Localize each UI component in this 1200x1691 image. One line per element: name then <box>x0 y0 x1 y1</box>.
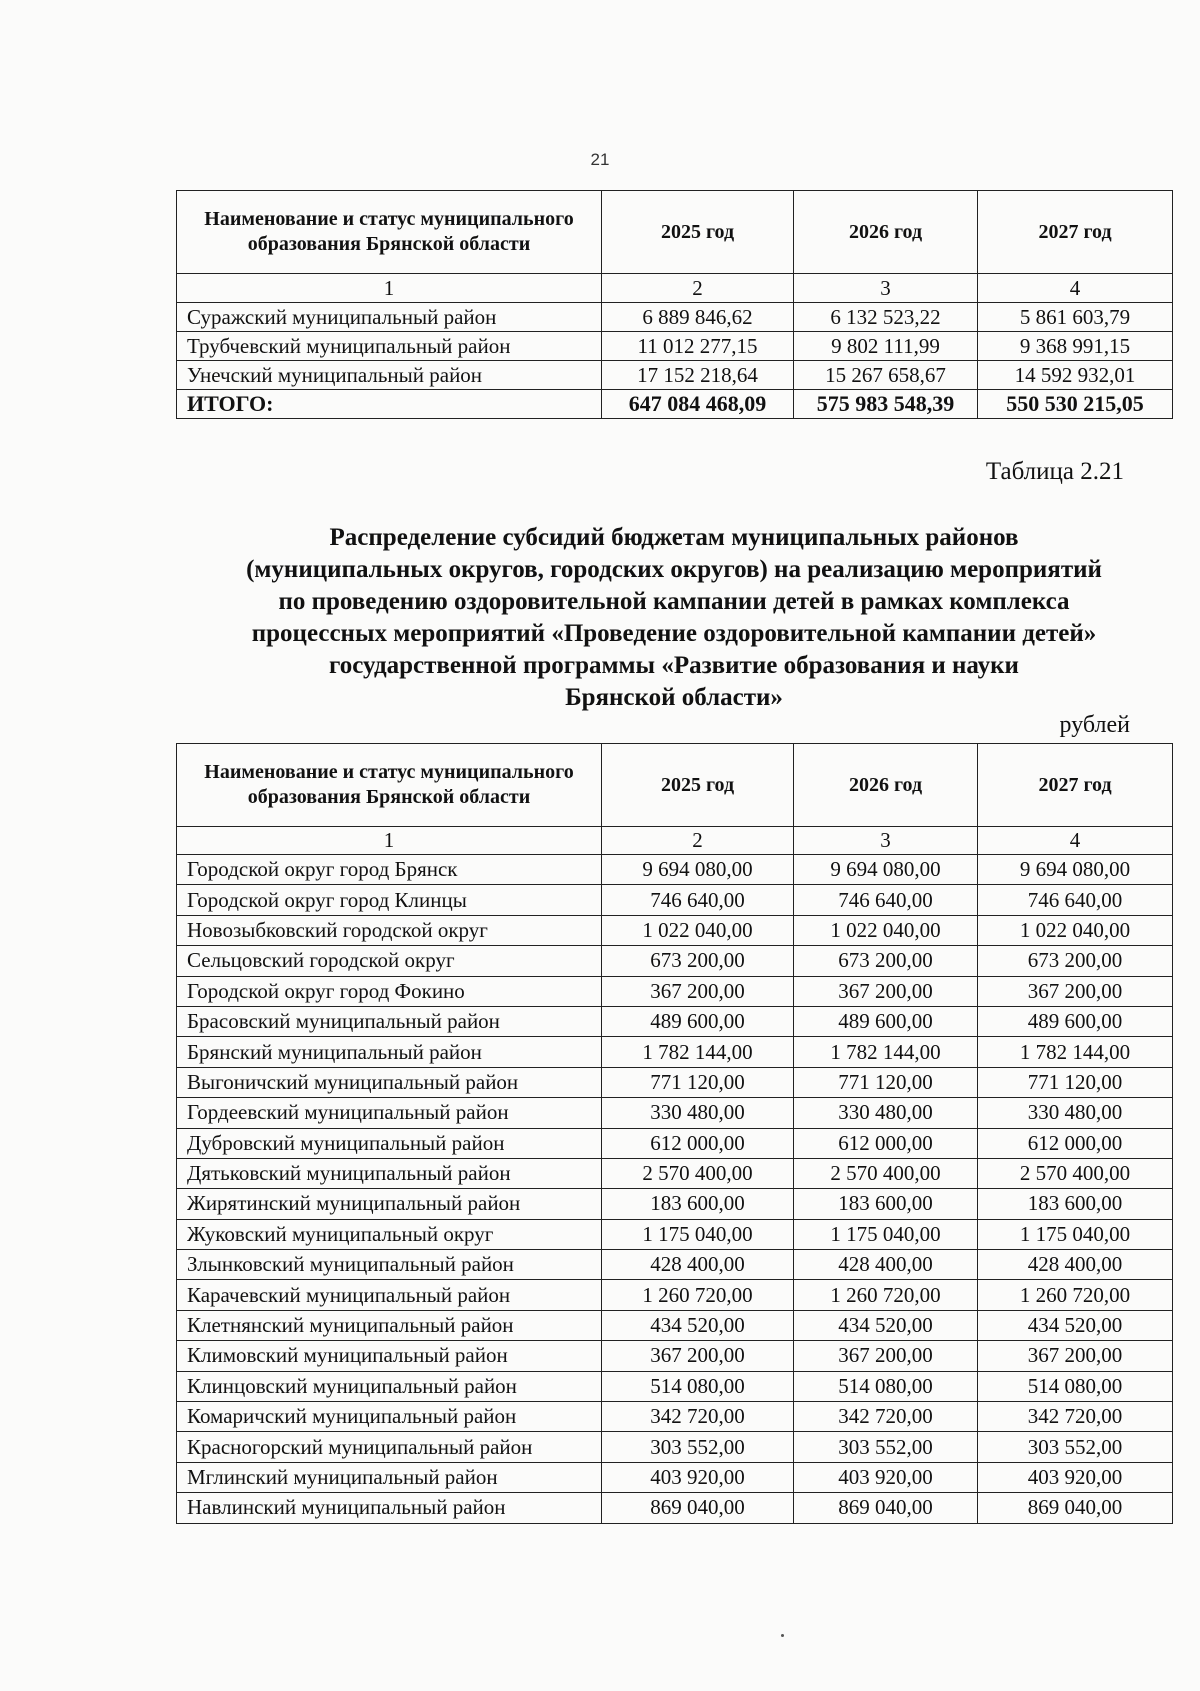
value-2025: 342 720,00 <box>602 1402 794 1432</box>
value-2026: 303 552,00 <box>794 1432 978 1462</box>
row-name: Дубровский муниципальный район <box>177 1128 602 1158</box>
value-2025: 2 570 400,00 <box>602 1158 794 1188</box>
value-2027: 330 480,00 <box>978 1098 1173 1128</box>
row-name: Городской округ город Брянск <box>177 855 602 885</box>
value-2027: 14 592 932,01 <box>978 361 1173 390</box>
value-2025: 514 080,00 <box>602 1371 794 1401</box>
title-line: Распределение субсидий бюджетам муниципальных районов <box>329 524 1019 551</box>
value-2026: 6 132 523,22 <box>794 303 978 332</box>
value-2025: 17 152 218,64 <box>602 361 794 390</box>
row-name: Красногорский муниципальный район <box>177 1432 602 1462</box>
table-label: Таблица 2.21 <box>985 458 1124 485</box>
value-2026: 612 000,00 <box>794 1128 978 1158</box>
value-2027: 869 040,00 <box>978 1493 1173 1523</box>
value-2027: 1 175 040,00 <box>978 1219 1173 1249</box>
value-2025: 6 889 846,62 <box>602 303 794 332</box>
value-2025: 612 000,00 <box>602 1128 794 1158</box>
value-2027: 434 520,00 <box>978 1310 1173 1340</box>
row-name: Выгоничский муниципальный район <box>177 1067 602 1097</box>
row-name: Унечский муниципальный район <box>177 361 602 390</box>
row-name: Жуковский муниципальный округ <box>177 1219 602 1249</box>
table-row <box>177 1432 1173 1462</box>
header-2025: 2025 год <box>602 191 794 274</box>
title-line: Брянской области» <box>565 684 783 711</box>
total-row <box>177 390 1173 419</box>
value-2026: 1 782 144,00 <box>794 1037 978 1067</box>
header-2027: 2027 год <box>978 744 1173 827</box>
row-name: Карачевский муниципальный район <box>177 1280 602 1310</box>
value-2027: 746 640,00 <box>978 885 1173 915</box>
value-2026: 1 260 720,00 <box>794 1280 978 1310</box>
value-2027: 673 200,00 <box>978 946 1173 976</box>
value-2025: 9 694 080,00 <box>602 855 794 885</box>
value-2026: 2 570 400,00 <box>794 1158 978 1188</box>
row-name: Сельцовский городской округ <box>177 946 602 976</box>
row-name: Клетнянский муниципальный район <box>177 1310 602 1340</box>
table-row <box>177 361 1173 390</box>
value-2026: 489 600,00 <box>794 1006 978 1036</box>
table-row <box>177 1493 1173 1523</box>
value-2027: 403 920,00 <box>978 1462 1173 1492</box>
value-2026: 514 080,00 <box>794 1371 978 1401</box>
table-row <box>177 1098 1173 1128</box>
row-name: Жирятинский муниципальный район <box>177 1189 602 1219</box>
value-2026: 330 480,00 <box>794 1098 978 1128</box>
value-2027: 771 120,00 <box>978 1067 1173 1097</box>
table-row <box>177 1128 1173 1158</box>
column-index: 2 <box>602 827 794 855</box>
row-name: Городской округ город Клинцы <box>177 885 602 915</box>
table-title <box>176 522 1172 714</box>
value-2026: 9 802 111,99 <box>794 332 978 361</box>
value-2027: 9 694 080,00 <box>978 855 1173 885</box>
value-2027: 367 200,00 <box>978 976 1173 1006</box>
row-name: Мглинский муниципальный район <box>177 1462 602 1492</box>
column-index-row <box>177 827 1173 855</box>
value-2025: 489 600,00 <box>602 1006 794 1036</box>
row-name: Суражский муниципальный район <box>177 303 602 332</box>
title-line: (муниципальных округов, городских округов) на реализацию мероприятий <box>246 556 1102 583</box>
table-row <box>177 1067 1173 1097</box>
value-2027: 1 022 040,00 <box>978 915 1173 945</box>
value-2025: 11 012 277,15 <box>602 332 794 361</box>
total-2025: 647 084 468,09 <box>602 390 794 419</box>
value-2027: 342 720,00 <box>978 1402 1173 1432</box>
column-index: 1 <box>177 274 602 303</box>
value-2025: 673 200,00 <box>602 946 794 976</box>
value-2025: 303 552,00 <box>602 1432 794 1462</box>
header-2026: 2026 год <box>794 191 978 274</box>
value-2025: 771 120,00 <box>602 1067 794 1097</box>
total-label: ИТОГО: <box>177 390 602 419</box>
row-name: Злынковский муниципальный район <box>177 1250 602 1280</box>
value-2025: 428 400,00 <box>602 1250 794 1280</box>
column-index: 3 <box>794 827 978 855</box>
row-name: Новозыбковский городской округ <box>177 915 602 945</box>
row-name: Комаричский муниципальный район <box>177 1402 602 1432</box>
column-index: 1 <box>177 827 602 855</box>
value-2025: 869 040,00 <box>602 1493 794 1523</box>
scan-speck <box>781 1634 784 1637</box>
value-2025: 367 200,00 <box>602 976 794 1006</box>
row-name: Клинцовский муниципальный район <box>177 1371 602 1401</box>
row-name: Навлинский муниципальный район <box>177 1493 602 1523</box>
value-2025: 1 260 720,00 <box>602 1280 794 1310</box>
row-name: Брасовский муниципальный район <box>177 1006 602 1036</box>
table-row <box>177 332 1173 361</box>
table-row <box>177 1219 1173 1249</box>
value-2027: 1 260 720,00 <box>978 1280 1173 1310</box>
value-2026: 15 267 658,67 <box>794 361 978 390</box>
column-index: 4 <box>978 827 1173 855</box>
value-2025: 1 022 040,00 <box>602 915 794 945</box>
column-index-row <box>177 274 1173 303</box>
value-2026: 183 600,00 <box>794 1189 978 1219</box>
value-2026: 771 120,00 <box>794 1067 978 1097</box>
value-2027: 514 080,00 <box>978 1371 1173 1401</box>
row-name: Брянский муниципальный район <box>177 1037 602 1067</box>
row-name: Гордеевский муниципальный район <box>177 1098 602 1128</box>
header-2027: 2027 год <box>978 191 1173 274</box>
value-2027: 303 552,00 <box>978 1432 1173 1462</box>
header-2026: 2026 год <box>794 744 978 827</box>
subsidy-table <box>176 743 1173 1524</box>
column-index: 2 <box>602 274 794 303</box>
value-2027: 9 368 991,15 <box>978 332 1173 361</box>
table-row <box>177 855 1173 885</box>
value-2027: 183 600,00 <box>978 1189 1173 1219</box>
column-index: 3 <box>794 274 978 303</box>
table-row <box>177 1402 1173 1432</box>
value-2026: 746 640,00 <box>794 885 978 915</box>
total-2026: 575 983 548,39 <box>794 390 978 419</box>
table-row <box>177 1280 1173 1310</box>
table-row <box>177 1371 1173 1401</box>
value-2026: 434 520,00 <box>794 1310 978 1340</box>
units-label: рублей <box>1059 712 1130 738</box>
value-2025: 403 920,00 <box>602 1462 794 1492</box>
table-row <box>177 1310 1173 1340</box>
value-2025: 183 600,00 <box>602 1189 794 1219</box>
value-2027: 367 200,00 <box>978 1341 1173 1371</box>
row-name: Трубчевский муниципальный район <box>177 332 602 361</box>
value-2026: 367 200,00 <box>794 976 978 1006</box>
value-2025: 1 175 040,00 <box>602 1219 794 1249</box>
table-row <box>177 915 1173 945</box>
value-2026: 367 200,00 <box>794 1341 978 1371</box>
value-2027: 489 600,00 <box>978 1006 1173 1036</box>
value-2026: 869 040,00 <box>794 1493 978 1523</box>
table-row <box>177 1250 1173 1280</box>
table-row <box>177 1037 1173 1067</box>
value-2026: 1 175 040,00 <box>794 1219 978 1249</box>
table-row <box>177 1341 1173 1371</box>
table-row <box>177 1158 1173 1188</box>
value-2026: 1 022 040,00 <box>794 915 978 945</box>
value-2027: 428 400,00 <box>978 1250 1173 1280</box>
value-2025: 367 200,00 <box>602 1341 794 1371</box>
value-2027: 612 000,00 <box>978 1128 1173 1158</box>
table-row <box>177 976 1173 1006</box>
title-line: государственной программы «Развитие образования и науки <box>329 652 1019 679</box>
row-name: Климовский муниципальный район <box>177 1341 602 1371</box>
value-2025: 746 640,00 <box>602 885 794 915</box>
value-2026: 673 200,00 <box>794 946 978 976</box>
value-2027: 1 782 144,00 <box>978 1037 1173 1067</box>
value-2026: 428 400,00 <box>794 1250 978 1280</box>
value-2027: 5 861 603,79 <box>978 303 1173 332</box>
value-2025: 434 520,00 <box>602 1310 794 1340</box>
value-2026: 342 720,00 <box>794 1402 978 1432</box>
table-row <box>177 946 1173 976</box>
value-2025: 1 782 144,00 <box>602 1037 794 1067</box>
page-number: 21 <box>590 150 610 169</box>
continuation-table <box>176 190 1173 419</box>
table-row <box>177 885 1173 915</box>
header-name: Наименование и статус муниципального образования Брянской области <box>177 191 602 274</box>
title-line: процессных мероприятий «Проведение оздоровительной кампании детей» <box>251 620 1097 647</box>
value-2026: 403 920,00 <box>794 1462 978 1492</box>
table-row <box>177 1006 1173 1036</box>
value-2026: 9 694 080,00 <box>794 855 978 885</box>
row-name: Дятьковский муниципальный район <box>177 1158 602 1188</box>
header-2025: 2025 год <box>602 744 794 827</box>
header-name: Наименование и статус муниципального образования Брянской области <box>177 744 602 827</box>
value-2027: 2 570 400,00 <box>978 1158 1173 1188</box>
title-line: по проведению оздоровительной кампании детей в рамках комплекса <box>278 588 1070 615</box>
value-2025: 330 480,00 <box>602 1098 794 1128</box>
table-row <box>177 1189 1173 1219</box>
column-index: 4 <box>978 274 1173 303</box>
table-row <box>177 303 1173 332</box>
total-2027: 550 530 215,05 <box>978 390 1173 419</box>
table-row <box>177 1462 1173 1492</box>
row-name: Городской округ город Фокино <box>177 976 602 1006</box>
